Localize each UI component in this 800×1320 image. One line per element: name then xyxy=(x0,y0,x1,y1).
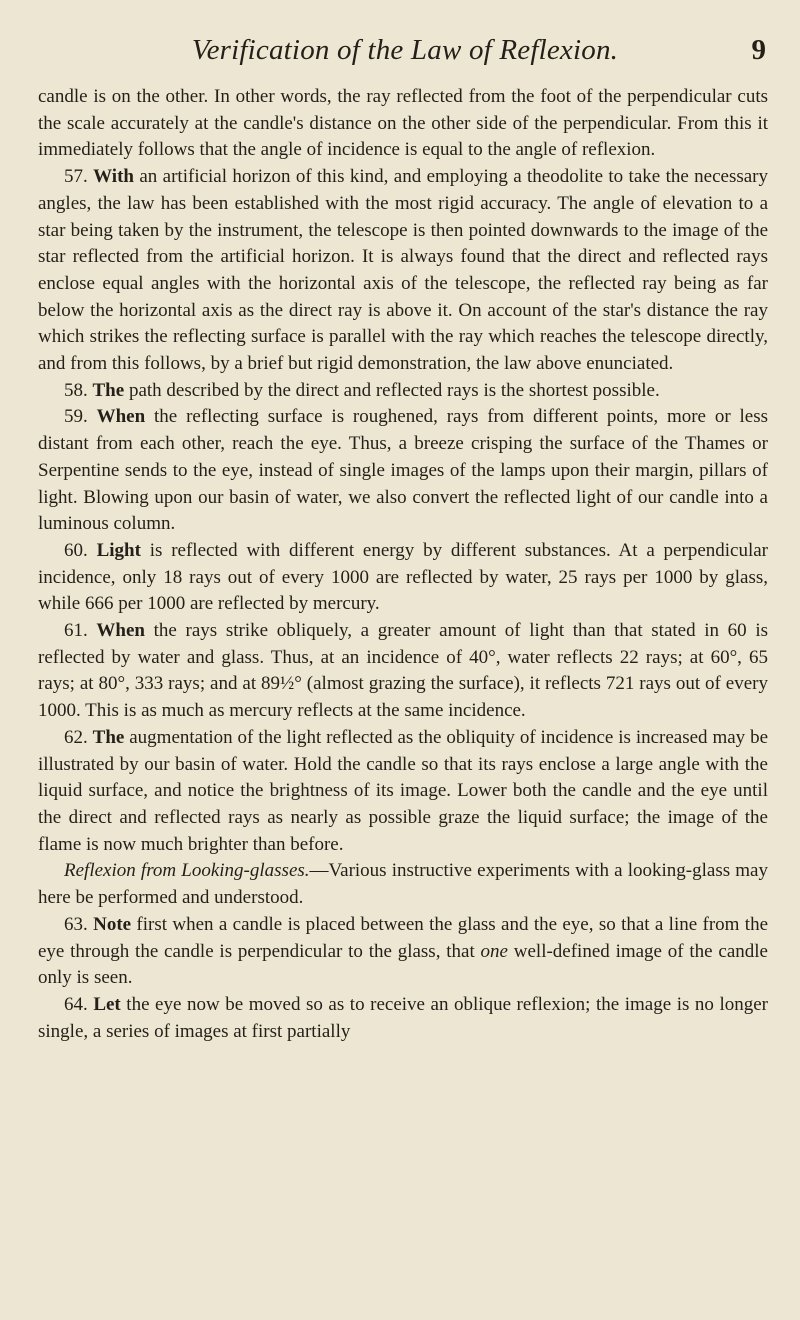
paragraph-text: candle is on the other. In other words, the ray reflected from the foot of the perpendicular cuts the scale accurately at the candle's distance on the other side of the perpendicular. From this it immediately follows that the angle of incidence is equal to the angle of reflexion. xyxy=(38,86,768,161)
running-title-rest: of the Law of Reflexion. xyxy=(329,34,619,66)
paragraph-lead-word: The xyxy=(92,726,125,748)
running-title-verification: Verification xyxy=(191,34,330,66)
paragraph-lead-word: The xyxy=(92,379,125,401)
paragraph-text: —Various instructive experiments with a looking-glass may here be performed and understood. xyxy=(38,860,768,909)
page-number: 9 xyxy=(751,34,766,66)
paragraph-lead-word: Light xyxy=(96,539,141,561)
section-heading-inline: Reflexion from Looking-glasses. xyxy=(64,860,310,882)
paragraph-text-end: well-defined image of the candle only is seen. xyxy=(38,940,768,989)
paragraph-63 xyxy=(38,912,768,992)
paragraph-lead-word: When xyxy=(96,620,145,642)
running-head xyxy=(145,34,665,67)
paragraph-text: an artificial horizon of this kind, and employing a theodolite to take the necessary angles, the law has been established with the most rigid accuracy. The angle of elevation to a star being taken by the instrument, the telescope is then pointed downwards to the image of the star reflected from the artificial horizon. It is always found that the direct and reflected rays enclose equal angles with the horizontal axis of the telescope, the reflected ray being as far below the horizontal axis as the direct ray is above it. On account of the star's distance the ray which strikes the reflecting surface is parallel with the ray which reaches the telescope directly, and from this follows, by a brief but rigid demonstration, the law above enunciated. xyxy=(38,166,769,375)
paragraph-text: the eye now be moved so as to receive an oblique reflexion; the image is no longer single, a series of images at first partially xyxy=(38,993,769,1042)
paragraph-62 xyxy=(38,725,768,859)
paragraph-lead-word: With xyxy=(93,166,134,188)
paragraph-64 xyxy=(38,992,768,1045)
paragraph-57 xyxy=(38,164,768,378)
paragraph-59 xyxy=(38,404,768,538)
body-text xyxy=(38,84,768,1045)
paragraph-60 xyxy=(38,538,768,618)
paragraph-continuation xyxy=(38,84,768,164)
paragraph-number: 59. xyxy=(64,406,88,428)
paragraph-reflexion-heading xyxy=(38,858,768,911)
paragraph-lead-word: When xyxy=(96,406,146,428)
paragraph-58 xyxy=(38,378,768,405)
paragraph-lead-word: Let xyxy=(93,993,121,1015)
paragraph-number: 62. xyxy=(64,726,88,748)
paragraph-number: 57. xyxy=(64,166,88,188)
paragraph-text: is reflected with different energy by different substances. At a perpendicular incidence, only 18 rays out of every 1000 are reflected by water, 25 rays per 1000 by glass, while 666 per 1000 are reflected by mercury. xyxy=(38,539,768,615)
paragraph-text: first when a candle is placed between the glass and the eye, so that a line from the eye through the candle is perpendicular to the glass, that xyxy=(38,913,768,962)
paragraph-number: 64. xyxy=(64,993,88,1015)
paragraph-text: the rays strike obliquely, a greater amount of light than that stated in 60 is reflected by water and glass. Thus, at an incidence of 40°, water reflects 22 rays; at 60°, 65 rays; at 80°, 333 rays; and at 89½° (almost grazing the surface), it reflects 721 rays out of every 1000. This is as much as mercury reflects at the same incidence. xyxy=(38,620,769,722)
paragraph-number: 58. xyxy=(64,379,88,401)
paragraph-text: the reflecting surface is roughened, rays from different points, more or less distant from each other, reach the eye. Thus, a breeze crisping the surface of the Thames or Serpentine sends to the eye, instead of single images of the lamps upon their margin, pillars of light. Blowing upon our basin of water, we also convert the reflected light of our candle into a luminous column. xyxy=(38,406,769,535)
emphasis-one: one xyxy=(480,940,508,962)
paragraph-number: 61. xyxy=(64,620,88,642)
paragraph-lead-word: Note xyxy=(93,913,132,935)
paragraph-number: 60. xyxy=(64,539,88,561)
paragraph-text: path described by the direct and reflected rays is the shortest possible. xyxy=(124,379,660,401)
paragraph-number: 63. xyxy=(64,913,88,935)
paragraph-61 xyxy=(38,618,768,725)
paragraph-text: augmentation of the light reflected as the obliquity of incidence is increased may be illustrated by our basin of water. Hold the candle so that its rays enclose a large angle with the liquid surface, and notice the brightness of its image. Lower both the candle and the eye until the direct and reflected rays as nearly as possible graze the liquid surface; the image of the flame is now much brighter than before. xyxy=(38,726,768,855)
